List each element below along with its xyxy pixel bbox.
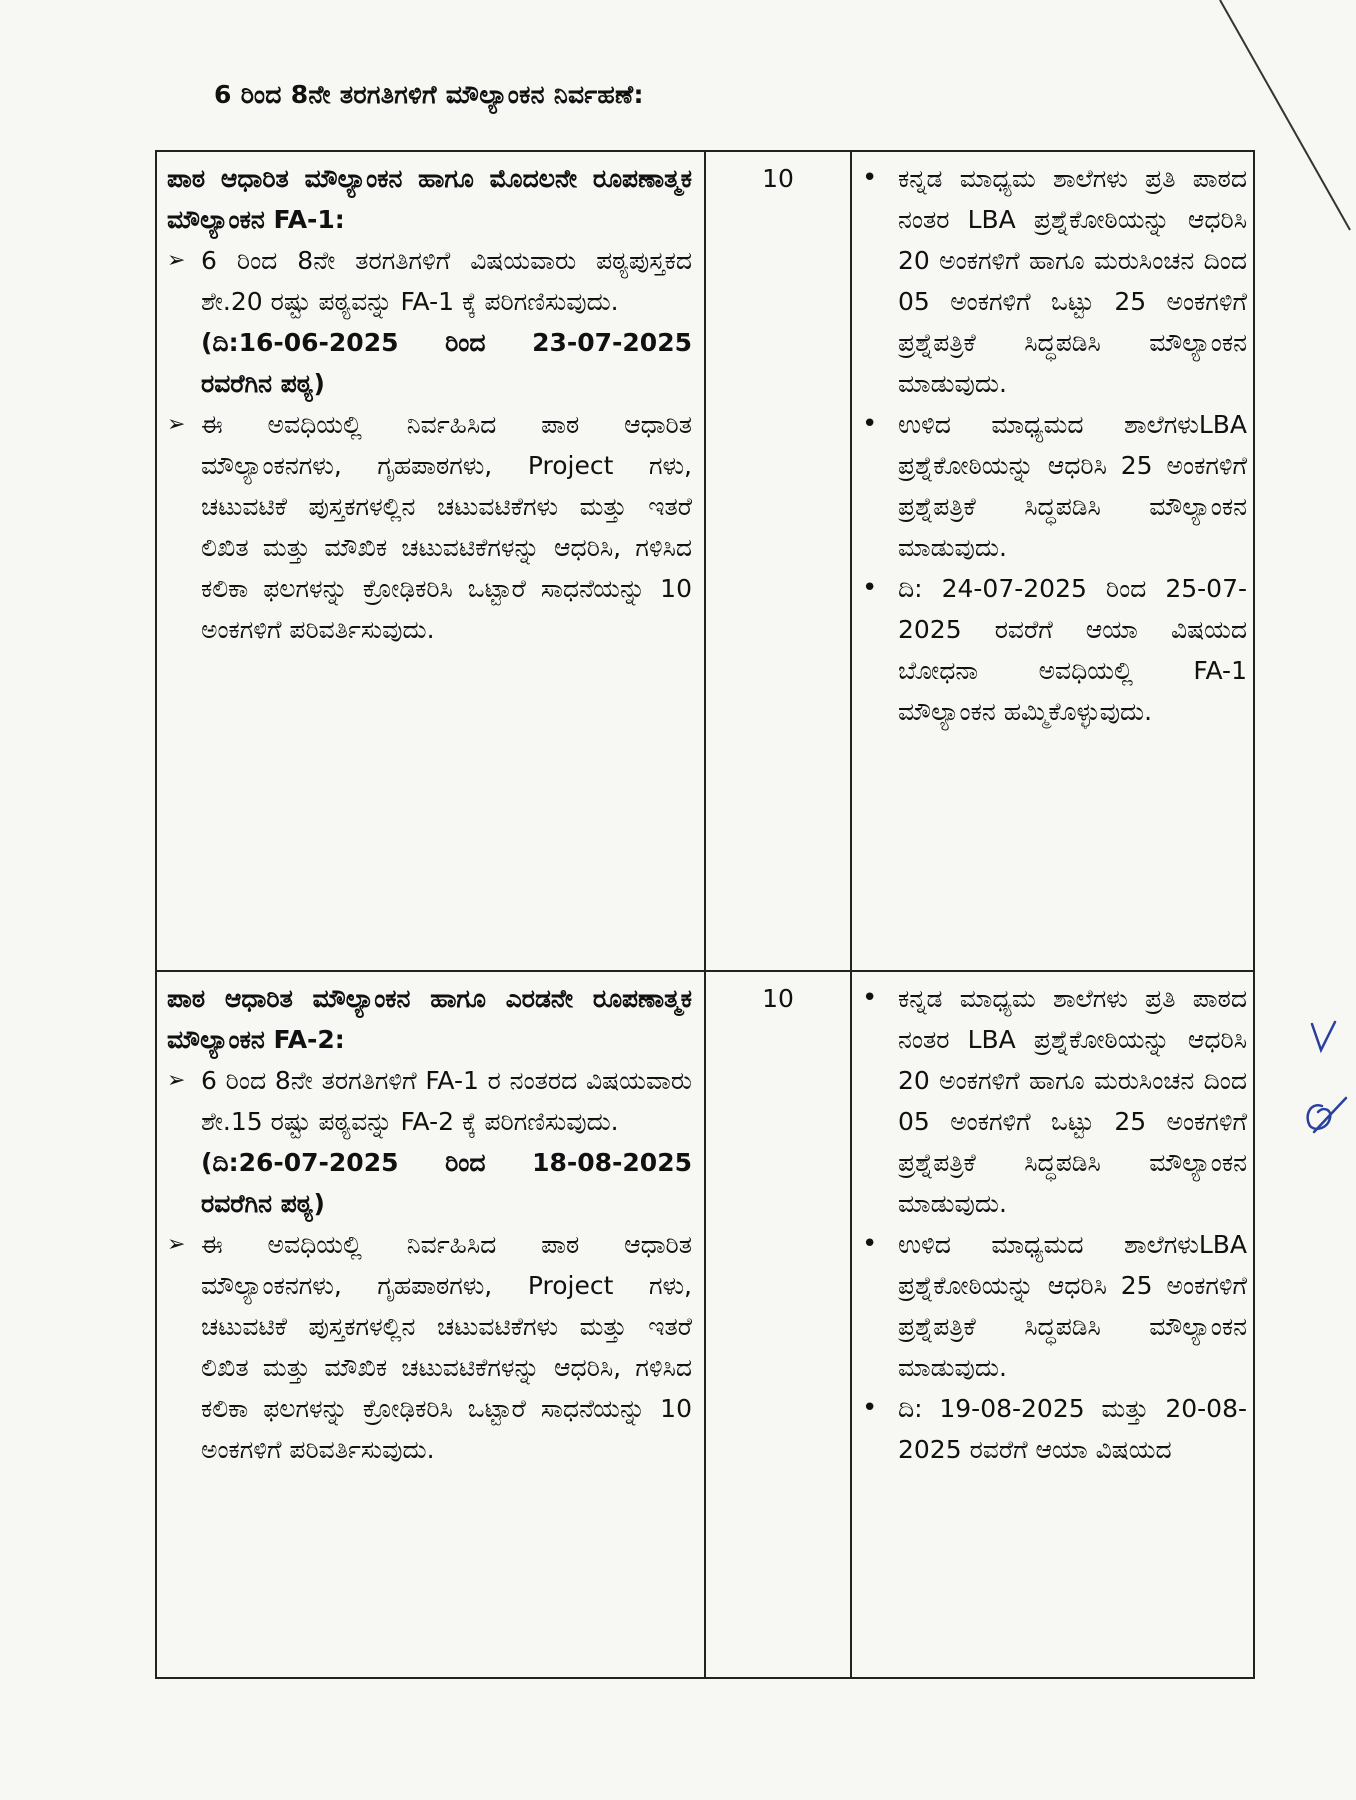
list-item — [167, 404, 692, 650]
list-item — [167, 1060, 692, 1142]
list-item-text: ಈ ಅವಧಿಯಲ್ಲಿ ನಿರ್ವಹಿಸಿದ ಪಾಠ ಆಧಾರಿತ ಮೌಲ್ಯಾಂಕನಗಳು, ಗೃಹಪಾಠಗಳು, Project ಗಳು, ಚಟುವಟಿಕೆ ಪುಸ್ತಕಗಳಲ್ಲಿನ ಚಟುವಟಿಕೆಗಳು ಮತ್ತು ಇತರೆ ಲಿಖಿತ ಮತ್ತು ಮೌಖಿಕ ಚಟುವಟಿಕೆಗಳನ್ನು ಆಧರಿಸಿ, ಗಳಿಸಿದ ಕಲಿಕಾ ಫಲಗಳನ್ನು ಕ್ರೋಢಿಕರಿಸಿ ಒಟ್ಟಾರೆ ಸಾಧನೆಯನ್ನು 10 ಅಂಕಗಳಿಗೆ ಪರಿವರ್ತಿಸುವುದು. — [201, 410, 692, 644]
section-heading: ಪಾಠ ಆಧಾರಿತ ಮೌಲ್ಯಾಂಕನ ಹಾಗೂ ಎರಡನೇ ರೂಪಣಾತ್ಮಕ ಮೌಲ್ಯಾಂಕನ FA-2: — [167, 984, 692, 1054]
list-item-text: 6 ರಿಂದ 8ನೇ ತರಗತಿಗಳಿಗೆ FA-1 ರ ನಂತರದ ವಿಷಯವಾರು ಶೇ.15 ರಷ್ಟು ಪಠ್ಯವನ್ನು FA-2 ಕ್ಕೆ ಪರಿಗಣಿಸುವುದು. — [201, 1066, 692, 1136]
note-item — [862, 404, 1247, 568]
list-item-text: 6 ರಿಂದ 8ನೇ ತರಗತಿಗಳಿಗೆ ವಿಷಯವಾರು ಪಠ್ಯಪುಸ್ತಕದ ಶೇ.20 ರಷ್ಟು ಪಠ್ಯವನ್ನು FA-1 ಕ್ಕೆ ಪರಿಗಣಿಸುವುದು. — [201, 246, 692, 316]
dot-bullet-icon: • — [862, 573, 878, 603]
note-text: ಉಳಿದ ಮಾಧ್ಯಮದ ಶಾಲೆಗಳುLBA ಪ್ರಶ್ನೆಕೋಠಿಯನ್ನು ಆಧರಿಸಿ 25 ಅಂಕಗಳಿಗೆ ಪ್ರಶ್ನೆಪತ್ರಿಕೆ ಸಿದ್ಧಪಡಿಸಿ ಮೌಲ್ಯಾಂಕನ ಮಾಡುವುದು. — [898, 1230, 1247, 1382]
arrow-bullet-icon: ➢ — [167, 248, 186, 273]
table-row — [156, 151, 1254, 971]
note-item — [862, 568, 1247, 732]
list-item — [167, 1224, 692, 1470]
notes-cell — [851, 151, 1254, 971]
note-item — [862, 158, 1247, 404]
date-range: (ದಿ:16-06-2025 ರಿಂದ 23-07-2025 ರವರೆಗಿನ ಪಠ್ಯ) — [201, 328, 692, 398]
handwritten-check-mark — [1308, 1020, 1338, 1054]
list-item-text: ಈ ಅವಧಿಯಲ್ಲಿ ನಿರ್ವಹಿಸಿದ ಪಾಠ ಆಧಾರಿತ ಮೌಲ್ಯಾಂಕನಗಳು, ಗೃಹಪಾಠಗಳು, Project ಗಳು, ಚಟುವಟಿಕೆ ಪುಸ್ತಕಗಳಲ್ಲಿನ ಚಟುವಟಿಕೆಗಳು ಮತ್ತು ಇತರೆ ಲಿಖಿತ ಮತ್ತು ಮೌಖಿಕ ಚಟುವಟಿಕೆಗಳನ್ನು ಆಧರಿಸಿ, ಗಳಿಸಿದ ಕಲಿಕಾ ಫಲಗಳನ್ನು ಕ್ರೋಢಿಕರಿಸಿ ಒಟ್ಟಾರೆ ಸಾಧನೆಯನ್ನು 10 ಅಂಕಗಳಿಗೆ ಪರಿವರ್ತಿಸುವುದು. — [201, 1230, 692, 1464]
notes-cell — [851, 971, 1254, 1678]
section-heading: ಪಾಠ ಆಧಾರಿತ ಮೌಲ್ಯಾಂಕನ ಹಾಗೂ ಮೊದಲನೇ ರೂಪಣಾತ್ಮಕ ಮೌಲ್ಯಾಂಕನ FA-1: — [167, 164, 692, 234]
marks-cell: 10 — [705, 971, 851, 1678]
arrow-bullet-icon: ➢ — [167, 1068, 186, 1093]
note-text: ಕನ್ನಡ ಮಾಧ್ಯಮ ಶಾಲೆಗಳು ಪ್ರತಿ ಪಾಠದ ನಂತರ LBA ಪ್ರಶ್ನೆಕೋಠಿಯನ್ನು ಆಧರಿಸಿ 20 ಅಂಕಗಳಿಗೆ ಹಾಗೂ ಮರುಸಿಂಚನ ದಿಂದ 05 ಅಂಕಗಳಿಗೆ ಒಟ್ಟು 25 ಅಂಕಗಳಿಗೆ ಪ್ರಶ್ನೆಪತ್ರಿಕೆ ಸಿದ್ಧಪಡಿಸಿ ಮೌಲ್ಯಾಂಕನ ಮಾಡುವುದು. — [898, 984, 1247, 1218]
note-text: ದಿ: 19-08-2025 ಮತ್ತು 20-08-2025 ರವರೆಗೆ ಆಯಾ ವಿಷಯದ — [898, 1394, 1247, 1464]
marks-cell: 10 — [705, 151, 851, 971]
dot-bullet-icon: • — [862, 163, 878, 193]
dot-bullet-icon: • — [862, 983, 878, 1013]
table-row — [156, 971, 1254, 1678]
dot-bullet-icon: • — [862, 409, 878, 439]
description-cell — [156, 151, 705, 971]
note-item — [862, 1388, 1247, 1470]
page-title: 6 ರಿಂದ 8ನೇ ತರಗತಿಗಳಿಗೆ ಮೌಲ್ಯಾಂಕನ ನಿರ್ವಹಣೆ: — [214, 80, 644, 109]
date-range: (ದಿ:26-07-2025 ರಿಂದ 18-08-2025 ರವರೆಗಿನ ಪಠ್ಯ) — [201, 1148, 692, 1218]
arrow-bullet-icon: ➢ — [167, 412, 186, 437]
note-text: ಉಳಿದ ಮಾಧ್ಯಮದ ಶಾಲೆಗಳುLBA ಪ್ರಶ್ನೆಕೋಠಿಯನ್ನು ಆಧರಿಸಿ 25 ಅಂಕಗಳಿಗೆ ಪ್ರಶ್ನೆಪತ್ರಿಕೆ ಸಿದ್ಧಪಡಿಸಿ ಮೌಲ್ಯಾಂಕನ ಮಾಡುವುದು. — [898, 410, 1247, 562]
assessment-table — [155, 150, 1255, 1679]
dot-bullet-icon: • — [862, 1393, 878, 1423]
arrow-bullet-icon: ➢ — [167, 1232, 186, 1257]
description-cell — [156, 971, 705, 1678]
note-text: ದಿ: 24-07-2025 ರಿಂದ 25-07-2025 ರವರೆಗೆ ಆಯಾ ವಿಷಯದ ಬೋಧನಾ ಅವಧಿಯಲ್ಲಿ FA-1 ಮೌಲ್ಯಾಂಕನ ಹಮ್ಮಿಕೊಳ್ಳುವುದು. — [898, 574, 1247, 726]
dot-bullet-icon: • — [862, 1229, 878, 1259]
list-item — [167, 240, 692, 322]
note-item — [862, 978, 1247, 1224]
note-text: ಕನ್ನಡ ಮಾಧ್ಯಮ ಶಾಲೆಗಳು ಪ್ರತಿ ಪಾಠದ ನಂತರ LBA ಪ್ರಶ್ನೆಕೋಠಿಯನ್ನು ಆಧರಿಸಿ 20 ಅಂಕಗಳಿಗೆ ಹಾಗೂ ಮರುಸಿಂಚನ ದಿಂದ 05 ಅಂಕಗಳಿಗೆ ಒಟ್ಟು 25 ಅಂಕಗಳಿಗೆ ಪ್ರಶ್ನೆಪತ್ರಿಕೆ ಸಿದ್ಧಪಡಿಸಿ ಮೌಲ್ಯಾಂಕನ ಮಾಡುವುದು. — [898, 164, 1247, 398]
note-item — [862, 1224, 1247, 1388]
handwritten-initials — [1300, 1092, 1350, 1136]
